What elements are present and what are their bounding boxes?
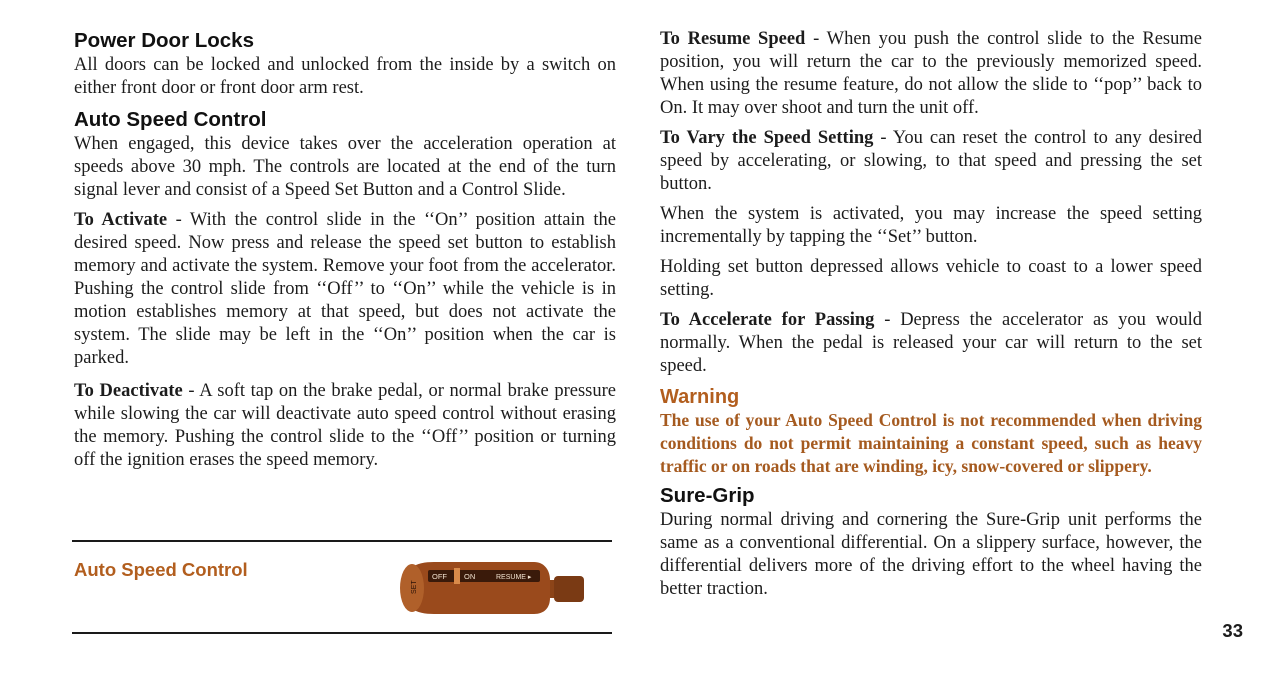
auto-speed-control-heading: Auto Speed Control <box>74 108 267 131</box>
sure-grip-heading: Sure-Grip <box>660 484 755 507</box>
sure-grip-text: During normal driving and cornering the Sure-Grip unit performs the same as a conventional differential. On a slippery surface, however, the differential delivers more of the driving effort to the wheel having the better traction. <box>660 510 1202 599</box>
on-label: ON <box>464 572 476 581</box>
callout-label: Auto Speed Control <box>74 559 248 580</box>
to-accelerate-text: - Depress the accelerator as you would normally. When the pedal is released your car will return to the set speed. <box>660 310 1202 376</box>
to-resume-paragraph <box>660 28 1202 120</box>
to-activate-lead: To Activate <box>74 210 168 230</box>
to-accelerate-paragraph <box>660 309 1202 378</box>
slide-handle <box>454 568 460 584</box>
to-activate-text: - With the control slide in the ‘‘On’’ position attain the desired speed. Now press and release the speed set button to establish memory and activate the system. Remove your foot from the accelerator. Pushing the control slide from ‘‘Off’’ to ‘‘On’’ while the vehicle is in motion establishes memory at that speed, but does not activate the system. The slide may be left in the ‘‘On’’ position when the car is parked. <box>74 210 616 368</box>
to-deactivate-lead: To Deactivate <box>74 381 183 401</box>
to-vary-paragraph <box>660 127 1202 196</box>
power-door-locks-heading: Power Door Locks <box>74 29 254 52</box>
power-door-locks-text: All doors can be locked and unlocked from the inside by a switch on either front door or front door arm rest. <box>74 55 616 98</box>
to-accelerate-lead: To Accelerate for Passing <box>660 310 875 330</box>
off-label: OFF <box>432 572 447 581</box>
right-column <box>660 28 1202 608</box>
holding-set-text: Holding set button depressed allows vehicle to coast to a lower speed setting. <box>660 257 1202 300</box>
set-label: SET <box>411 580 418 594</box>
auto-speed-control-intro: When engaged, this device takes over the acceleration operation at speeds above 30 mph. The controls are located at the end of the turn signal lever and consist of a Speed Set Button and a Control Slide. <box>74 134 616 200</box>
warning-text: The use of your Auto Speed Control is not recommended when driving conditions do not permit maintaining a constant speed, such as heavy traffic or on roads that are winding, icy, snow-covered or slippery. <box>660 410 1202 476</box>
to-resume-text: - When you push the control slide to the Resume position, you will return the car to the previously memorized speed. When using the resume feature, do not allow the slide to ‘‘pop’’ back to On. It may over shoot and turn the unit off. <box>660 29 1202 118</box>
to-vary-text: - You can reset the control to any desired speed by accelerating, or slowing, to that speed and pressing the set button. <box>660 128 1202 194</box>
to-activate-paragraph <box>74 209 616 370</box>
system-activated-text: When the system is activated, you may increase the speed setting incrementally by tapping the ‘‘Set’’ button. <box>660 204 1202 247</box>
left-column <box>74 28 616 479</box>
callout-bottom-rule <box>72 632 612 634</box>
callout-top-rule <box>72 540 612 542</box>
warning-heading: Warning <box>660 386 740 408</box>
auto-speed-control-callout <box>72 540 612 636</box>
page-number: 33 <box>1222 620 1243 641</box>
lever-knob <box>402 562 550 614</box>
to-deactivate-paragraph <box>74 380 616 472</box>
resume-label: RESUME ▸ <box>496 574 532 581</box>
to-vary-lead: To Vary the Speed Setting <box>660 128 874 148</box>
to-resume-lead: To Resume Speed <box>660 29 806 49</box>
lever-base <box>554 576 584 602</box>
to-deactivate-text: - A soft tap on the brake pedal, or normal brake pressure while slowing the car will deactivate auto speed control without erasing the memory. Pushing the control slide to the ‘‘Off’’ position or turning off the ignition erases the speed memory. <box>74 381 616 470</box>
turn-signal-lever-illustration <box>394 558 584 618</box>
